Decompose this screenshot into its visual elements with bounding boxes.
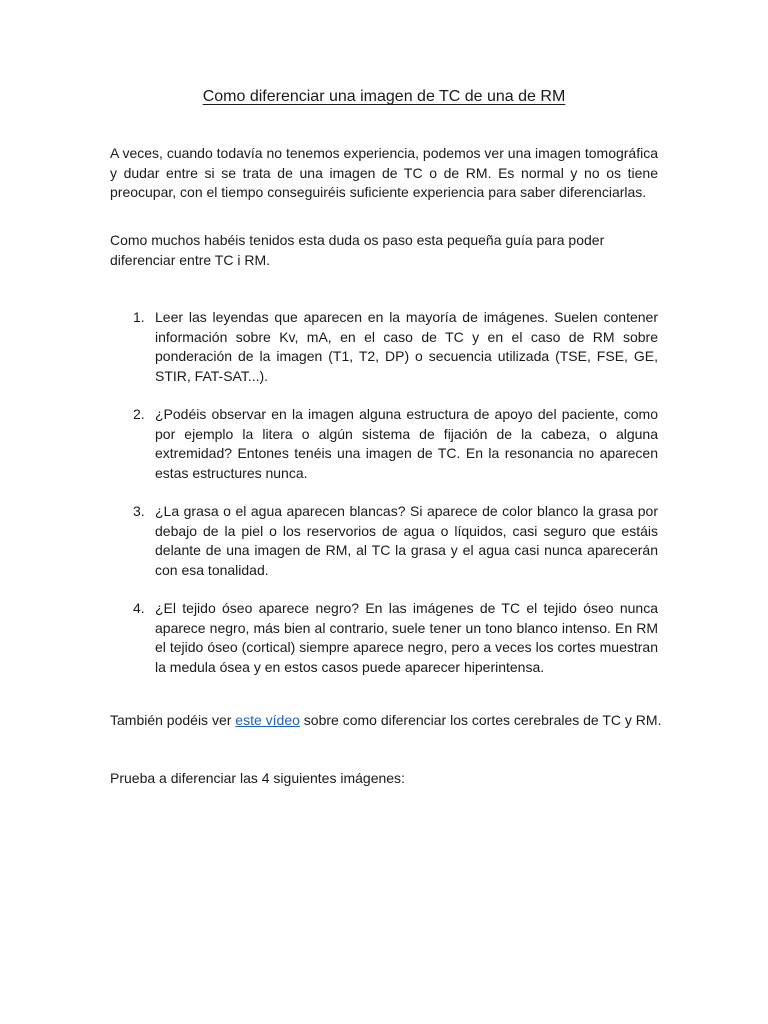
video-link[interactable]: este vídeo (235, 712, 300, 728)
intro-paragraph: A veces, cuando todavía no tenemos experiencia, podemos ver una imagen tomográfica y dudar entre si se trata de una imagen de TC o de RM. Es normal y no os tiene preocupar, con el tiempo conseguiréis suficiente experiencia para saber diferenciarlas. (110, 145, 658, 200)
list-item-text: ¿El tejido óseo aparece negro? En las imágenes de TC el tejido óseo nunca aparece negro, más bien al contrario, suele tener un tono blanco intenso. En RM el tejido óseo (cortical) siempre aparece negro, pero a veces los cortes muestran la medula ósea y en estos casos puede aparecer hiperintensa. (155, 600, 658, 675)
list-item-text: ¿Podéis observar en la imagen alguna estructura de apoyo del paciente, como por ejemplo la litera o algún sistema de fijación de la cabeza, o alguna extremidad? Entones tenéis una imagen de TC. En la resonancia no aparecen estas estructures nunca. (155, 406, 658, 481)
list-item (110, 405, 658, 483)
video-paragraph (110, 711, 670, 731)
document-title: Como diferenciar una imagen de TC de una de RM (202, 88, 566, 105)
list-item-number: 4. (133, 600, 145, 616)
list-item (110, 502, 658, 580)
list-item-text: Leer las leyendas que aparecen en la mayoría de imágenes. Suelen contener información sobre Kv, mA, en el caso de TC y en el caso de RM sobre ponderación de la imagen (T1, T2, DP) o secuencia utilizada (TSE, FSE, GE, STIR, FAT-SAT...). (155, 309, 658, 384)
list-item-number: 1. (133, 309, 145, 325)
list-item (110, 308, 658, 386)
video-text-before: También podéis ver (110, 712, 236, 728)
steps-list (110, 308, 658, 696)
closing-paragraph: Prueba a diferenciar las 4 siguientes imágenes: (110, 770, 405, 786)
video-text-after: sobre como diferenciar los cortes cerebrales de TC y RM. (299, 712, 662, 728)
list-item-number: 3. (133, 503, 145, 519)
guide-paragraph: Como muchos habéis tenidos esta duda os paso esta pequeña guía para poder diferenciar entre TC i RM. (110, 232, 605, 268)
list-item-number: 2. (133, 406, 145, 422)
list-item-text: ¿La grasa o el agua aparecen blancas? Si aparece de color blanco la grasa por debajo de la piel o los reservorios de agua o líquidos, casi seguro que estáis delante de una imagen de RM, al TC la grasa y el agua casi nunca aparecerán con esa tonalidad. (155, 503, 658, 578)
list-item (110, 599, 658, 677)
